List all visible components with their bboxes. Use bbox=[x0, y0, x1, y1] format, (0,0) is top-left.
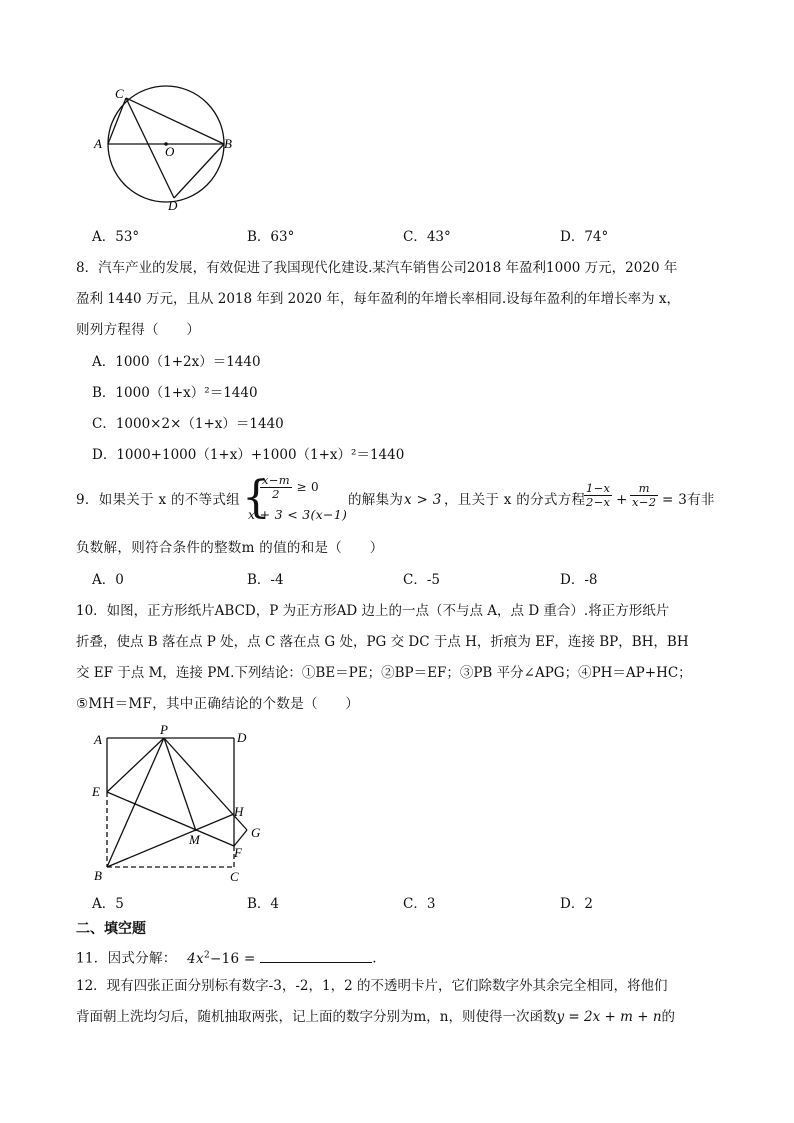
q10-option-a: A．5 bbox=[92, 896, 124, 912]
segment-pm bbox=[164, 738, 196, 831]
q9-line-2: 负数解，则符合条件的整数m 的值的和是（ ） bbox=[76, 540, 384, 556]
q9-mid2: ，且关于 x 的分式方程 bbox=[444, 492, 586, 508]
q11-end: . bbox=[372, 950, 377, 967]
fold-gf bbox=[234, 830, 247, 846]
label-a: A bbox=[94, 732, 102, 747]
q9-fraction-1 bbox=[584, 482, 612, 509]
q11-prefix: 11．因式分解： bbox=[76, 950, 177, 967]
q9-frac2-den: x−2 bbox=[632, 495, 657, 509]
label-d: D bbox=[237, 730, 247, 745]
q12-line-2 bbox=[76, 1008, 675, 1026]
q8-option-c: C．1000×2×（1+x）＝1440 bbox=[92, 416, 284, 432]
q10-option-d: D．2 bbox=[560, 896, 593, 912]
q8-option-b: B．1000（1+x）²＝1440 bbox=[92, 385, 258, 401]
label-b: B bbox=[224, 136, 232, 151]
q10-line-3: 交 EF 于点 M，连接 PM.下列结论：①BE＝PE；②BP＝EF；③PB 平分∠APG；④PH＝AP+HC； bbox=[76, 665, 692, 681]
q12-line2-a: 背面朝上洗均匀后，随机抽取两张，记上面的数字分别为m，n，则使得一次函数 bbox=[76, 1009, 557, 1025]
q9-fraction-2 bbox=[630, 482, 658, 509]
q9-frac1-den: 2−x bbox=[586, 495, 611, 509]
q11-expression bbox=[187, 951, 255, 967]
q9-inequality-2: x + 3 < 3(x−1) bbox=[248, 507, 348, 522]
q11-answer-blank[interactable] bbox=[260, 948, 372, 963]
q12-line-1: 12．现有四张正面分别标有数字-3，-2，1，2 的不透明卡片，它们除数字外其余完全相同，将他们 bbox=[76, 978, 668, 994]
q9-solution: x > 3 bbox=[404, 492, 442, 508]
label-c: C bbox=[230, 869, 239, 884]
segment-bp bbox=[107, 738, 164, 867]
q9-inequality-1 bbox=[260, 474, 319, 501]
q7-option-d: D．74° bbox=[560, 229, 609, 245]
q10-line-4: ⑤MH＝MF，其中正确结论的个数是（ ） bbox=[76, 696, 360, 712]
label-m: M bbox=[189, 832, 200, 847]
q12-function: y = 2x + m + n bbox=[556, 1009, 662, 1025]
q10-line-2: 折叠，使点 B 落在点 P 处，点 C 落在点 G 处，PG 交 DC 于点 H，折痕为 EF，连接 BP，BH，BH bbox=[76, 634, 689, 650]
q10-option-b: B．4 bbox=[247, 896, 280, 912]
label-d: D bbox=[168, 198, 178, 213]
label-o: O bbox=[165, 144, 175, 159]
q9-option-c: C．-5 bbox=[403, 572, 440, 588]
q9-option-b: B．-4 bbox=[247, 572, 284, 588]
crease-ef bbox=[107, 792, 234, 846]
q9-option-d: D．-8 bbox=[560, 572, 598, 588]
q11-line bbox=[76, 946, 377, 968]
q7-circle-figure bbox=[88, 84, 248, 214]
q11-expr-b: −16 = bbox=[210, 950, 256, 967]
q7-option-c: C．43° bbox=[403, 229, 451, 245]
q10-option-c: C．3 bbox=[403, 896, 436, 912]
fold-ep bbox=[107, 738, 164, 792]
label-c: C bbox=[115, 86, 124, 101]
q9-ineq1-den: 2 bbox=[272, 487, 280, 501]
q8-line-3: 则列方程得（ ） bbox=[76, 322, 201, 338]
q11-expr-sup: 2 bbox=[203, 950, 211, 960]
q9-system-brace: { bbox=[242, 472, 271, 523]
q9-ineq1-tail: ≥ 0 bbox=[296, 480, 319, 494]
chord-db bbox=[174, 144, 224, 198]
q11-expr-a: 4x bbox=[187, 950, 204, 967]
q9-eq-tail: = 3有非 bbox=[662, 492, 715, 508]
q7-option-a: A．53° bbox=[92, 229, 140, 245]
label-p: P bbox=[160, 724, 168, 737]
q9-mid: 的解集为 bbox=[348, 492, 404, 508]
q8-line-2: 盈利 1440 万元，且从 2018 年到 2020 年，每年盈利的年增长率相同.设每年盈利的年增长率为 x， bbox=[76, 291, 681, 307]
q9-prefix: 9．如果关于 x 的不等式组 bbox=[76, 492, 240, 508]
q8-line-1: 8．汽车产业的发展，有效促进了我国现代化建设.某汽车销售公司2018 年盈利1000 万元，2020 年 bbox=[76, 260, 678, 276]
label-b: B bbox=[94, 868, 102, 883]
q9-frac2-num: m bbox=[630, 482, 658, 496]
q10-square-figure bbox=[88, 724, 268, 886]
q9-option-a: A．0 bbox=[92, 572, 124, 588]
q12-line2-b: 的 bbox=[661, 1009, 676, 1025]
q9-frac1-num: 1−x bbox=[586, 481, 611, 495]
label-h: H bbox=[234, 804, 244, 819]
q9-plus: + bbox=[616, 492, 628, 508]
section-title-fill-in: 二、填空题 bbox=[76, 921, 146, 937]
label-g: G bbox=[251, 825, 261, 840]
q7-option-b: B．63° bbox=[247, 229, 295, 245]
label-f: F bbox=[234, 845, 242, 860]
q10-line-1: 10．如图，正方形纸片ABCD，P 为正方形AD 边上的一点（不与点 A，点 D 重合）.将正方形纸片 bbox=[76, 603, 670, 619]
q9-ineq1-num: x−m bbox=[262, 473, 290, 487]
segment-bh bbox=[107, 814, 234, 867]
label-e: E bbox=[92, 784, 100, 799]
chord-ca bbox=[108, 98, 126, 144]
q8-option-a: A．1000（1+2x）＝1440 bbox=[92, 354, 261, 370]
label-a: A bbox=[94, 136, 102, 151]
q8-option-d: D．1000+1000（1+x）+1000（1+x）²＝1440 bbox=[92, 447, 405, 463]
